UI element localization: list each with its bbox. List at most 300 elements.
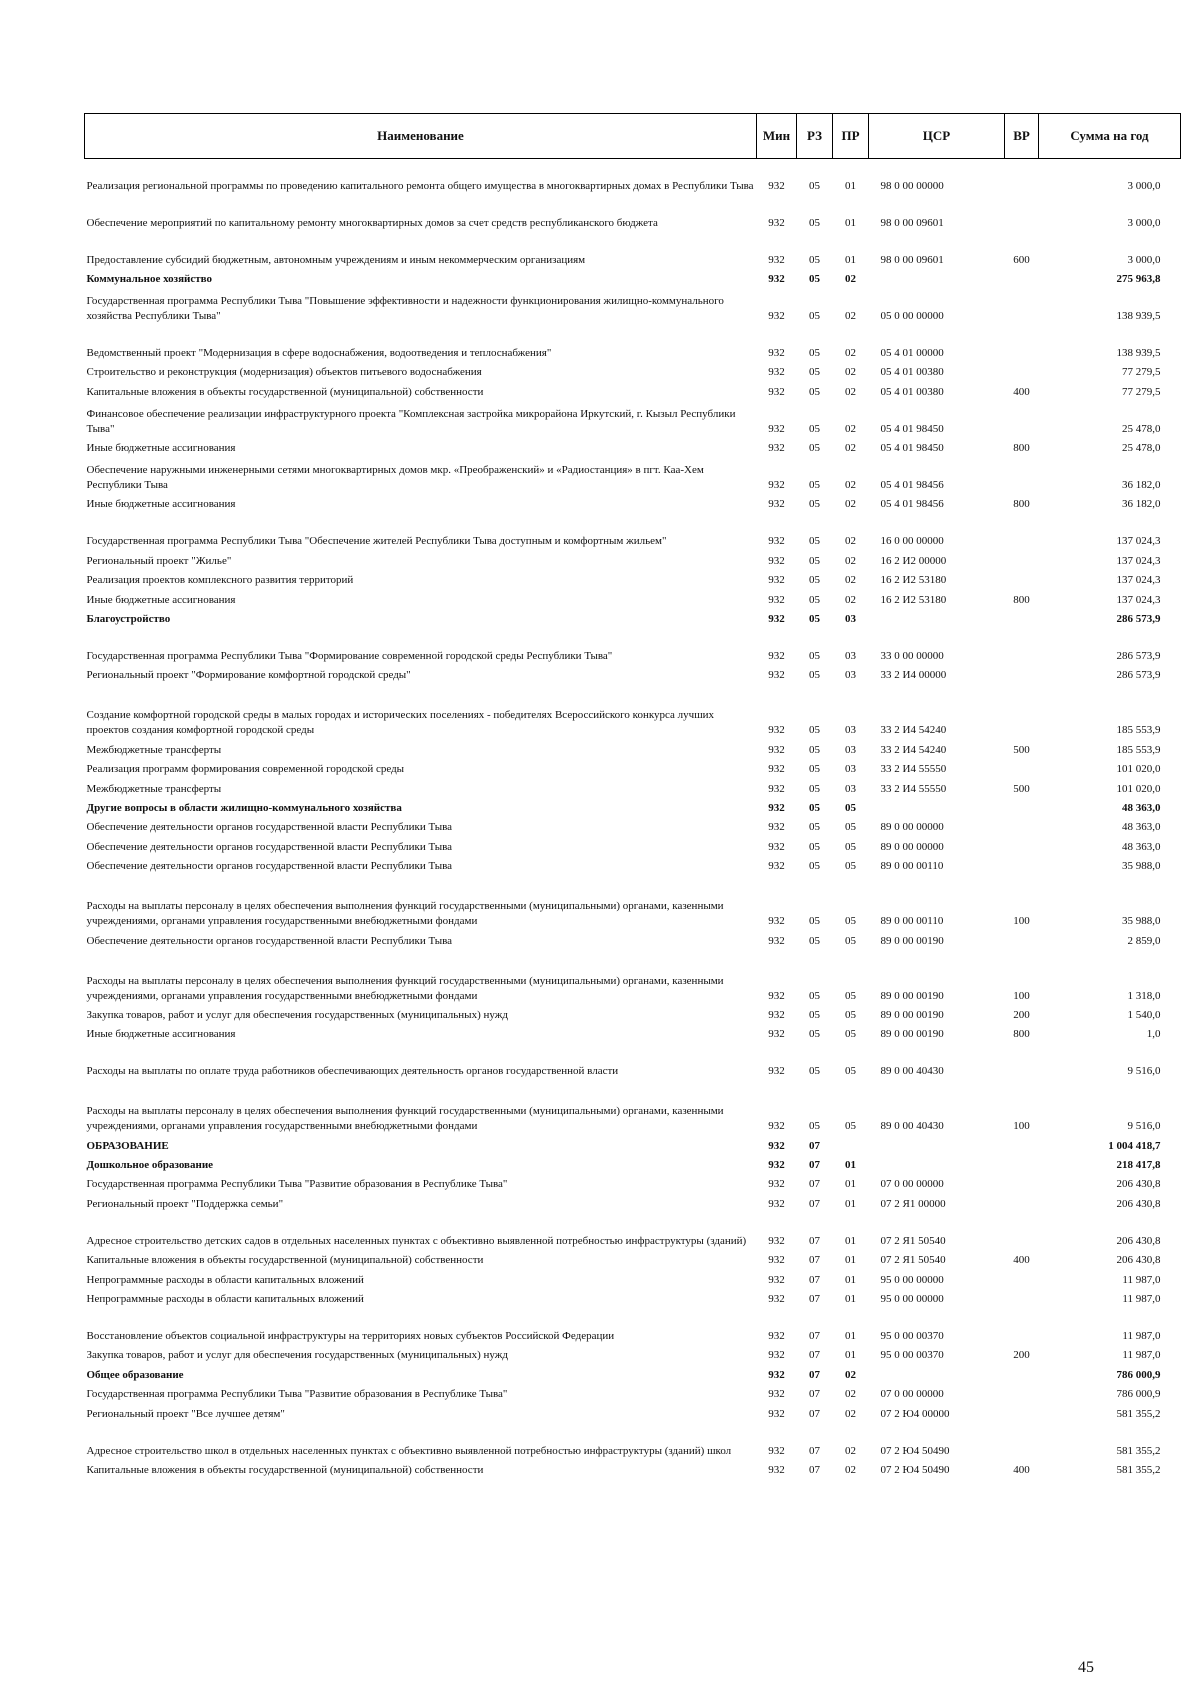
row-sum: 11 987,0 (1122, 1349, 1161, 1362)
table-row (85, 1346, 1181, 1365)
row-rz: 05 (809, 724, 820, 737)
row-vr: 800 (1013, 498, 1030, 511)
row-rz: 07 (809, 1197, 820, 1210)
row-min: 932 (768, 821, 785, 834)
row-csr: 89 0 00 00190 (880, 1008, 944, 1021)
row-min: 932 (768, 669, 785, 682)
row-rz: 05 (809, 1120, 820, 1133)
row-vr: 400 (1013, 1254, 1030, 1267)
row-vr (1005, 1194, 1039, 1213)
row-rz: 05 (809, 179, 820, 192)
row-pr: 05 (845, 840, 856, 853)
row-sum: 9 516,0 (1127, 1065, 1161, 1078)
row-vr (1005, 1365, 1039, 1384)
table-row (85, 876, 1181, 931)
row-csr: 89 0 00 00190 (880, 989, 944, 1002)
row-rz: 05 (809, 613, 820, 626)
row-pr: 05 (845, 1120, 856, 1133)
row-sum: 137 024,3 (1116, 574, 1161, 587)
row-min: 932 (768, 915, 785, 928)
table-row (85, 1025, 1181, 1044)
row-sum: 2 859,0 (1127, 934, 1161, 947)
row-min: 932 (768, 1330, 785, 1343)
row-csr: 89 0 00 00000 (880, 840, 944, 853)
row-min: 932 (768, 1254, 785, 1267)
row-vr (1005, 289, 1039, 326)
row-min: 932 (768, 840, 785, 853)
row-vr: 200 (1013, 1008, 1030, 1021)
row-pr: 02 (845, 1444, 856, 1457)
row-csr (869, 1156, 1005, 1175)
row-name: Обеспечение деятельности органов государственной власти Республики Тыва (86, 860, 453, 873)
row-sum: 48 363,0 (1122, 801, 1161, 814)
row-name: Закупка товаров, работ и услуг для обеспечения государственных (муниципальных) нужд (86, 1349, 508, 1362)
row-rz: 07 (809, 1139, 820, 1152)
table-row (85, 495, 1181, 514)
row-name: Капитальные вложения в объекты государственной (муниципальной) собственности (86, 1254, 484, 1267)
row-csr (869, 1136, 1005, 1155)
table-row (85, 1404, 1181, 1423)
row-csr: 07 2 Я1 50540 (880, 1254, 946, 1267)
row-sum: 185 553,9 (1116, 743, 1161, 756)
row-csr: 89 0 00 40430 (880, 1120, 944, 1133)
row-name: Межбюджетные трансферты (86, 782, 222, 795)
row-rz: 07 (809, 1368, 820, 1381)
row-csr: 05 4 01 98450 (880, 422, 944, 435)
row-sum: 11 987,0 (1122, 1273, 1161, 1286)
table-row (85, 799, 1181, 818)
row-name: Благоустройство (86, 613, 171, 626)
row-min: 932 (768, 782, 785, 795)
row-vr (1005, 1404, 1039, 1423)
row-min: 932 (768, 989, 785, 1002)
table-row (85, 1175, 1181, 1194)
row-min: 932 (768, 1273, 785, 1286)
row-csr: 05 4 01 00380 (880, 366, 944, 379)
row-pr: 02 (845, 1388, 856, 1401)
table-row (85, 514, 1181, 551)
row-csr: 05 4 01 98450 (880, 442, 944, 455)
row-min: 932 (768, 1349, 785, 1362)
row-name: Государственная программа Республики Тыва "Развитие образования в Республике Тыва" (86, 1388, 508, 1401)
row-sum: 786 000,9 (1116, 1368, 1161, 1381)
row-name: Расходы на выплаты по оплате труда работников обеспечивающих деятельность органов государственной власти (86, 1065, 619, 1078)
row-min: 932 (768, 650, 785, 663)
row-rz: 07 (809, 1349, 820, 1362)
row-sum: 206 430,8 (1116, 1197, 1161, 1210)
row-pr: 01 (845, 1178, 856, 1191)
header-rz: РЗ (797, 114, 833, 159)
row-name: Обеспечение деятельности органов государственной власти Республики Тыва (86, 821, 453, 834)
row-vr (1005, 818, 1039, 837)
table-row (85, 610, 1181, 629)
row-sum: 35 988,0 (1122, 860, 1161, 873)
row-rz: 05 (809, 253, 820, 266)
row-csr: 98 0 00 00000 (880, 179, 944, 192)
row-csr: 89 0 00 00110 (880, 860, 944, 873)
row-min: 932 (768, 1464, 785, 1476)
row-rz: 07 (809, 1178, 820, 1191)
table-header (85, 114, 1181, 159)
row-name: Адресное строительство школ в отдельных населенных пунктах с объективно выявленной потребностью инфраструктуры (зданий) школ (86, 1444, 732, 1457)
table-row (85, 1081, 1181, 1136)
row-name: Дошкольное образование (86, 1159, 214, 1172)
row-rz: 07 (809, 1464, 820, 1476)
row-sum: 185 553,9 (1116, 724, 1161, 737)
row-pr: 01 (845, 1293, 856, 1306)
row-min: 932 (768, 1444, 785, 1457)
row-vr: 800 (1013, 593, 1030, 606)
row-csr: 89 0 00 00190 (880, 934, 944, 947)
row-rz: 05 (809, 346, 820, 359)
row-sum: 48 363,0 (1122, 840, 1161, 853)
row-min: 932 (768, 724, 785, 737)
row-pr: 05 (845, 989, 856, 1002)
row-vr: 100 (1013, 1120, 1030, 1133)
table-row (85, 363, 1181, 382)
row-min: 932 (768, 1139, 785, 1152)
table-row (85, 666, 1181, 685)
table-row (85, 1214, 1181, 1251)
row-vr (1005, 514, 1039, 551)
row-min: 932 (768, 1388, 785, 1401)
row-min: 932 (768, 743, 785, 756)
table-row (85, 196, 1181, 233)
row-pr: 02 (845, 574, 856, 587)
row-csr: 33 2 И4 55550 (880, 782, 947, 795)
table-row (85, 439, 1181, 458)
row-rz: 05 (809, 479, 820, 492)
row-rz: 05 (809, 669, 820, 682)
row-sum: 25 478,0 (1122, 422, 1161, 435)
row-pr: 01 (845, 1159, 856, 1172)
row-rz: 05 (809, 385, 820, 398)
row-vr (1005, 837, 1039, 856)
row-name: Иные бюджетные ассигнования (86, 498, 236, 511)
row-vr: 200 (1013, 1349, 1030, 1362)
row-csr (869, 799, 1005, 818)
row-name: ОБРАЗОВАНИЕ (86, 1139, 169, 1152)
row-pr (833, 1136, 869, 1155)
row-pr: 05 (845, 1028, 856, 1041)
row-sum: 581 355,2 (1116, 1444, 1161, 1457)
row-sum: 36 182,0 (1122, 498, 1161, 511)
row-rz: 05 (809, 422, 820, 435)
row-name: Иные бюджетные ассигнования (86, 442, 236, 455)
row-csr: 05 4 01 00000 (880, 346, 944, 359)
row-csr: 05 4 01 98456 (880, 498, 944, 511)
row-pr: 03 (845, 669, 856, 682)
row-rz: 05 (809, 860, 820, 873)
row-sum: 218 417,8 (1116, 1159, 1161, 1172)
row-pr: 03 (845, 724, 856, 737)
row-pr: 05 (845, 801, 856, 814)
table-row (85, 1424, 1181, 1461)
row-sum: 11 987,0 (1122, 1293, 1161, 1306)
row-sum: 137 024,3 (1116, 535, 1161, 548)
row-pr: 02 (845, 498, 856, 511)
row-sum: 48 363,0 (1122, 821, 1161, 834)
row-name: Предоставление субсидий бюджетным, автономным учреждениям и иным некоммерческим организациям (86, 253, 586, 266)
row-vr: 800 (1013, 442, 1030, 455)
row-name: Капитальные вложения в объекты государственной (муниципальной) собственности (86, 385, 484, 398)
row-vr (1005, 326, 1039, 363)
row-vr (1005, 1270, 1039, 1289)
row-sum: 1 540,0 (1127, 1008, 1161, 1021)
row-vr: 500 (1013, 782, 1030, 795)
row-rz: 05 (809, 989, 820, 1002)
table-row (85, 1006, 1181, 1025)
row-min: 932 (768, 179, 785, 192)
row-min: 932 (768, 442, 785, 455)
row-rz: 05 (809, 743, 820, 756)
row-csr: 33 0 00 00000 (880, 650, 944, 663)
header-min: Мин (757, 114, 797, 159)
row-name: Адресное строительство детских садов в отдельных населенных пунктах с объективно выявленной потребностью инфраструктуры (зданий) (86, 1234, 747, 1247)
row-min: 932 (768, 763, 785, 776)
row-min: 932 (768, 593, 785, 606)
row-pr: 02 (845, 554, 856, 567)
row-csr: 89 0 00 00190 (880, 1028, 944, 1041)
row-sum: 275 963,8 (1116, 272, 1161, 285)
table-row (85, 326, 1181, 363)
table-row (85, 857, 1181, 876)
row-rz: 05 (809, 554, 820, 567)
table-row (85, 1309, 1181, 1346)
row-rz: 05 (809, 801, 820, 814)
row-name: Государственная программа Республики Тыва "Развитие образования в Республике Тыва" (86, 1178, 508, 1191)
row-csr: 16 2 И2 53180 (880, 593, 947, 606)
row-sum: 9 516,0 (1127, 1120, 1161, 1133)
row-min: 932 (768, 1008, 785, 1021)
row-sum: 101 020,0 (1116, 782, 1161, 795)
row-rz: 07 (809, 1330, 820, 1343)
row-sum: 77 279,5 (1122, 366, 1161, 379)
row-name: Иные бюджетные ассигнования (86, 593, 236, 606)
table-row (85, 551, 1181, 570)
row-csr: 16 2 И2 53180 (880, 574, 947, 587)
table-row (85, 1251, 1181, 1270)
row-name: Межбюджетные трансферты (86, 743, 222, 756)
row-vr (1005, 857, 1039, 876)
row-name: Реализация программ формирования современной городской среды (86, 763, 405, 776)
row-min: 932 (768, 1197, 785, 1210)
row-sum: 25 478,0 (1122, 442, 1161, 455)
row-pr: 02 (845, 479, 856, 492)
row-min: 932 (768, 385, 785, 398)
row-csr (869, 610, 1005, 629)
row-vr (1005, 685, 1039, 740)
row-pr: 02 (845, 1464, 856, 1476)
row-csr: 07 2 Ю4 50490 (880, 1444, 950, 1457)
row-vr (1005, 1309, 1039, 1346)
row-rz: 05 (809, 782, 820, 795)
row-sum: 206 430,8 (1116, 1234, 1161, 1247)
row-rz: 07 (809, 1254, 820, 1267)
row-name: Восстановление объектов социальной инфраструктуры на территориях новых субъектов Российской Федерации (86, 1330, 615, 1343)
row-vr (1005, 1424, 1039, 1461)
row-pr: 01 (845, 179, 856, 192)
row-rz: 07 (809, 1444, 820, 1457)
row-min: 932 (768, 1120, 785, 1133)
row-sum: 137 024,3 (1116, 554, 1161, 567)
row-csr: 95 0 00 00000 (880, 1293, 944, 1306)
table-row (85, 760, 1181, 779)
row-sum: 786 000,9 (1116, 1388, 1161, 1401)
row-vr: 500 (1013, 743, 1030, 756)
row-vr: 400 (1013, 385, 1030, 398)
row-rz: 07 (809, 1407, 820, 1420)
row-pr: 02 (845, 1407, 856, 1420)
row-min: 932 (768, 574, 785, 587)
row-csr: 07 2 Я1 50540 (880, 1234, 946, 1247)
table-body (85, 159, 1181, 1481)
row-vr (1005, 1214, 1039, 1251)
row-rz: 05 (809, 309, 820, 322)
table-row (85, 779, 1181, 798)
row-name: Региональный проект "Жилье" (86, 554, 232, 567)
row-min: 932 (768, 613, 785, 626)
row-rz: 05 (809, 216, 820, 229)
row-sum: 286 573,9 (1116, 613, 1161, 626)
row-vr (1005, 270, 1039, 289)
row-name: Коммунальное хозяйство (86, 272, 213, 285)
row-min: 932 (768, 422, 785, 435)
row-csr: 98 0 00 09601 (880, 253, 944, 266)
row-name: Обеспечение наружными инженерными сетями многоквартирных домов мкр. «Преображенский» и «Радиостанция» в пгт. Каа-Хем Республики Тыва (86, 464, 704, 492)
row-sum: 581 355,2 (1116, 1407, 1161, 1420)
row-vr (1005, 402, 1039, 439)
row-name: Расходы на выплаты персоналу в целях обеспечения выполнения функций государственными (муниципальными) органами, казенными учреждениями, органами управления государственными внебюджетными фондами (86, 1105, 724, 1133)
row-name: Финансовое обеспечение реализации инфраструктурного проекта "Комплексная застройка микрорайона Иркутский, г. Кызыл Республики Тыва" (86, 407, 736, 435)
row-pr: 02 (845, 593, 856, 606)
row-vr (1005, 571, 1039, 590)
row-min: 932 (768, 1368, 785, 1381)
row-csr: 05 4 01 00380 (880, 385, 944, 398)
row-csr: 33 2 И4 54240 (880, 743, 947, 756)
row-pr: 02 (845, 385, 856, 398)
row-vr (1005, 1290, 1039, 1309)
row-min: 932 (768, 535, 785, 548)
row-sum: 1,0 (1146, 1028, 1161, 1041)
row-sum: 3 000,0 (1127, 216, 1161, 229)
row-vr: 400 (1013, 1464, 1030, 1476)
row-rz: 07 (809, 1234, 820, 1247)
row-vr: 800 (1013, 1028, 1030, 1041)
row-min: 932 (768, 1234, 785, 1247)
row-rz: 07 (809, 1293, 820, 1306)
row-pr: 02 (845, 272, 856, 285)
row-name: Обеспечение деятельности органов государственной власти Республики Тыва (86, 840, 453, 853)
row-sum: 3 000,0 (1127, 179, 1161, 192)
row-csr: 33 2 И4 55550 (880, 763, 947, 776)
row-pr: 02 (845, 346, 856, 359)
row-csr: 07 0 00 00000 (880, 1388, 944, 1401)
row-csr: 89 0 00 00000 (880, 821, 944, 834)
row-vr (1005, 629, 1039, 666)
row-min: 932 (768, 1293, 785, 1306)
row-vr (1005, 1044, 1039, 1081)
row-rz: 05 (809, 840, 820, 853)
row-rz: 05 (809, 442, 820, 455)
row-min: 932 (768, 801, 785, 814)
row-name: Государственная программа Республики Тыва "Формирование современной городской среды Республики Тыва" (86, 650, 613, 663)
table-row (85, 685, 1181, 740)
row-vr (1005, 1136, 1039, 1155)
table-row (85, 837, 1181, 856)
row-pr: 05 (845, 915, 856, 928)
header-name: Наименование (85, 114, 757, 159)
row-rz: 05 (809, 650, 820, 663)
row-csr (869, 1365, 1005, 1384)
row-min: 932 (768, 1178, 785, 1191)
row-rz: 05 (809, 1028, 820, 1041)
row-vr (1005, 1175, 1039, 1194)
row-name: Реализация региональной программы по проведению капитального ремонта общего имущества в многоквартирных домах в Республики Тыва (86, 179, 754, 192)
row-rz: 05 (809, 574, 820, 587)
row-name: Создание комфортной городской среды в малых городах и исторических поселениях - победителях Всероссийского конкурса лучших проектов создания комфортной городской среды (86, 709, 715, 737)
row-rz: 05 (809, 915, 820, 928)
row-pr: 02 (845, 442, 856, 455)
table-row (85, 571, 1181, 590)
row-name: Закупка товаров, работ и услуг для обеспечения государственных (муниципальных) нужд (86, 1008, 508, 1021)
table-row (85, 951, 1181, 1006)
header-sum: Сумма на год (1039, 114, 1181, 159)
table-row (85, 1194, 1181, 1213)
row-name: Ведомственный проект "Модернизация в сфере водоснабжения, водоотведения и теплоснабжения" (86, 346, 552, 359)
row-pr: 01 (845, 1197, 856, 1210)
row-vr (1005, 159, 1039, 196)
row-csr: 95 0 00 00370 (880, 1330, 944, 1343)
row-vr (1005, 760, 1039, 779)
row-sum: 1 318,0 (1127, 989, 1161, 1002)
row-name: Непрограммные расходы в области капитальных вложений (86, 1273, 364, 1286)
row-csr: 95 0 00 00000 (880, 1273, 944, 1286)
row-rz: 05 (809, 934, 820, 947)
row-pr: 01 (845, 1234, 856, 1247)
row-rz: 05 (809, 763, 820, 776)
row-vr: 100 (1013, 989, 1030, 1002)
row-min: 932 (768, 253, 785, 266)
row-pr: 01 (845, 1254, 856, 1267)
row-min: 932 (768, 1159, 785, 1172)
row-pr: 02 (845, 1368, 856, 1381)
row-csr: 16 0 00 00000 (880, 535, 944, 548)
row-name: Расходы на выплаты персоналу в целях обеспечения выполнения функций государственными (муниципальными) органами, казенными учреждениями, органами управления государственными внебюджетными фондами (86, 974, 724, 1002)
row-pr: 03 (845, 782, 856, 795)
row-csr: 33 2 И4 54240 (880, 724, 947, 737)
row-pr: 05 (845, 934, 856, 947)
row-pr: 01 (845, 1330, 856, 1343)
table-row (85, 233, 1181, 270)
table-row (85, 402, 1181, 439)
row-sum: 1 004 418,7 (1108, 1139, 1161, 1152)
table-row (85, 1461, 1181, 1480)
row-rz: 05 (809, 1065, 820, 1078)
row-csr: 98 0 00 09601 (880, 216, 944, 229)
row-csr: 95 0 00 00370 (880, 1349, 944, 1362)
row-pr: 01 (845, 253, 856, 266)
table-row (85, 1044, 1181, 1081)
table-row (85, 1365, 1181, 1384)
table-row (85, 590, 1181, 609)
row-sum: 77 279,5 (1122, 385, 1161, 398)
row-rz: 05 (809, 593, 820, 606)
row-pr: 02 (845, 309, 856, 322)
row-min: 932 (768, 272, 785, 285)
row-min: 932 (768, 309, 785, 322)
row-csr: 16 2 И2 00000 (880, 554, 947, 567)
